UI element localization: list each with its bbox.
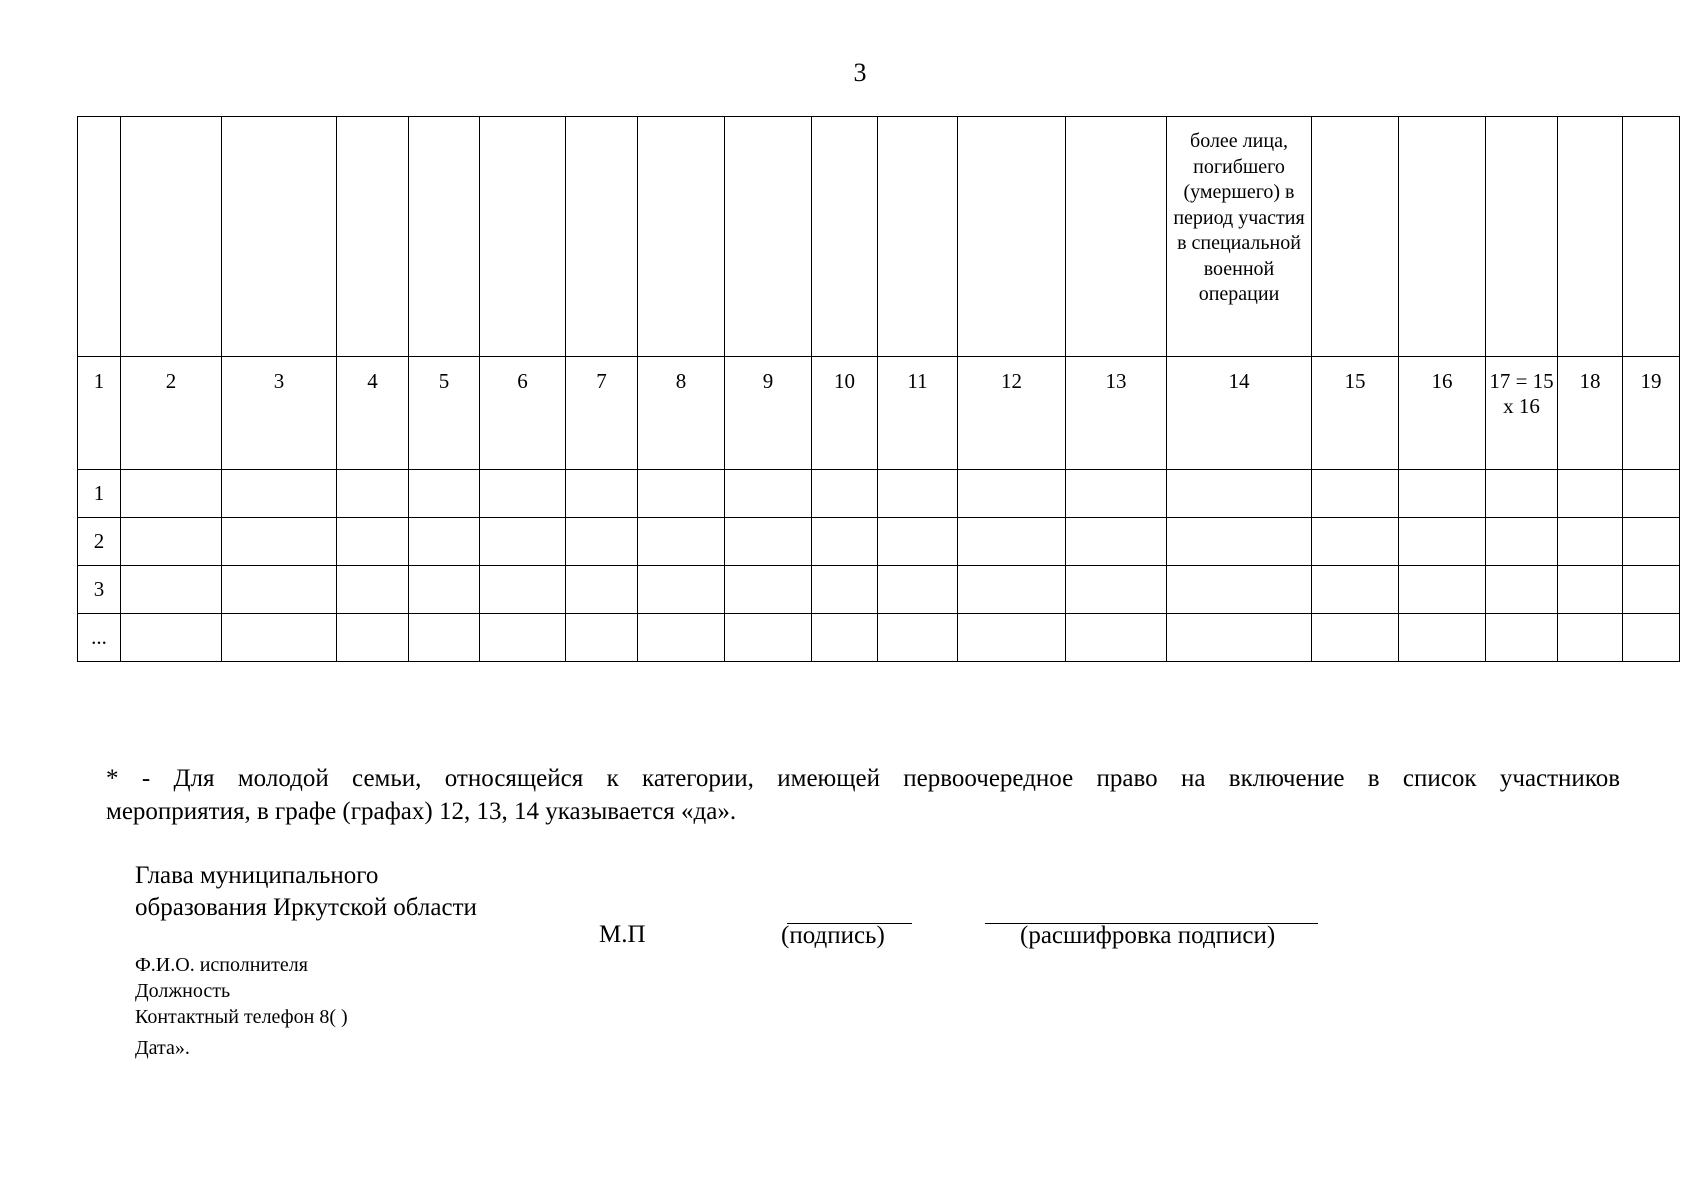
column-number: 4 bbox=[337, 357, 409, 470]
header-cell-16 bbox=[1399, 117, 1486, 357]
column-number: 5 bbox=[409, 357, 480, 470]
column-number: 15 bbox=[1312, 357, 1399, 470]
column-number: 13 bbox=[1066, 357, 1167, 470]
table-row bbox=[78, 518, 1680, 566]
header-cell-13 bbox=[1066, 117, 1167, 357]
footnote bbox=[106, 762, 1620, 828]
header-cell-8 bbox=[638, 117, 725, 357]
executor-phone-label: Контактный телефон 8( ) bbox=[135, 1006, 348, 1028]
signatory-title bbox=[135, 860, 477, 924]
column-number-row bbox=[78, 357, 1680, 470]
column-number: 17 = 15 x 16 bbox=[1486, 357, 1558, 470]
column-number: 6 bbox=[480, 357, 566, 470]
header-cell-15 bbox=[1312, 117, 1399, 357]
executor-date-label: Дата». bbox=[135, 1037, 190, 1059]
column-number: 7 bbox=[566, 357, 638, 470]
column-number: 2 bbox=[121, 357, 222, 470]
header-cell-14: более лица, погибшего (умершего) в период участия в специальной военной операции bbox=[1167, 117, 1312, 357]
column-number: 9 bbox=[725, 357, 812, 470]
header-cell-7 bbox=[566, 117, 638, 357]
signature-decode-caption: (расшифровка подписи) bbox=[1020, 922, 1276, 949]
header-cell-4 bbox=[337, 117, 409, 357]
column-number: 19 bbox=[1623, 357, 1680, 470]
column-number: 1 bbox=[78, 357, 121, 470]
header-cell-19 bbox=[1623, 117, 1680, 357]
column-number: 16 bbox=[1399, 357, 1486, 470]
header-cell-17 bbox=[1486, 117, 1558, 357]
data-table bbox=[77, 116, 1680, 662]
header-cell-1 bbox=[78, 117, 121, 357]
column-number: 8 bbox=[638, 357, 725, 470]
header-cell-9 bbox=[725, 117, 812, 357]
footnote-line-2: мероприятия, в графе (графах) 12, 13, 14 указывается «да». bbox=[106, 798, 737, 825]
signatory-title-line-2: образования Иркутской области bbox=[135, 894, 477, 921]
header-cell-12 bbox=[958, 117, 1066, 357]
header-cell-10 bbox=[812, 117, 878, 357]
column-number: 10 bbox=[812, 357, 878, 470]
header-cell-18 bbox=[1558, 117, 1623, 357]
header-cell-11 bbox=[878, 117, 958, 357]
executor-name-label: Ф.И.О. исполнителя bbox=[135, 954, 308, 976]
executor-position-label: Должность bbox=[135, 980, 231, 1002]
signatory-title-line-1: Глава муниципального bbox=[135, 862, 379, 889]
table-row bbox=[78, 566, 1680, 614]
table-row bbox=[78, 614, 1680, 662]
column-number: 11 bbox=[878, 357, 958, 470]
column-number: 18 bbox=[1558, 357, 1623, 470]
table-row bbox=[78, 470, 1680, 518]
table-header-row bbox=[78, 117, 1680, 357]
header-cell-3 bbox=[222, 117, 337, 357]
footnote-line-1: * - Для молодой семьи, относящейся к категории, имеющей первоочередное право на включение в список участников bbox=[106, 765, 1620, 792]
column-number: 12 bbox=[958, 357, 1066, 470]
row-label: 1 bbox=[78, 470, 121, 518]
column-number: 14 bbox=[1167, 357, 1312, 470]
page-number: 3 bbox=[853, 58, 867, 87]
header-cell-6 bbox=[480, 117, 566, 357]
row-label: 3 bbox=[78, 566, 121, 614]
row-label: ... bbox=[78, 614, 121, 662]
column-number: 3 bbox=[222, 357, 337, 470]
header-cell-5 bbox=[409, 117, 480, 357]
stamp-label: М.П bbox=[599, 921, 646, 948]
signature-caption: (подпись) bbox=[781, 922, 885, 949]
row-label: 2 bbox=[78, 518, 121, 566]
header-cell-2 bbox=[121, 117, 222, 357]
